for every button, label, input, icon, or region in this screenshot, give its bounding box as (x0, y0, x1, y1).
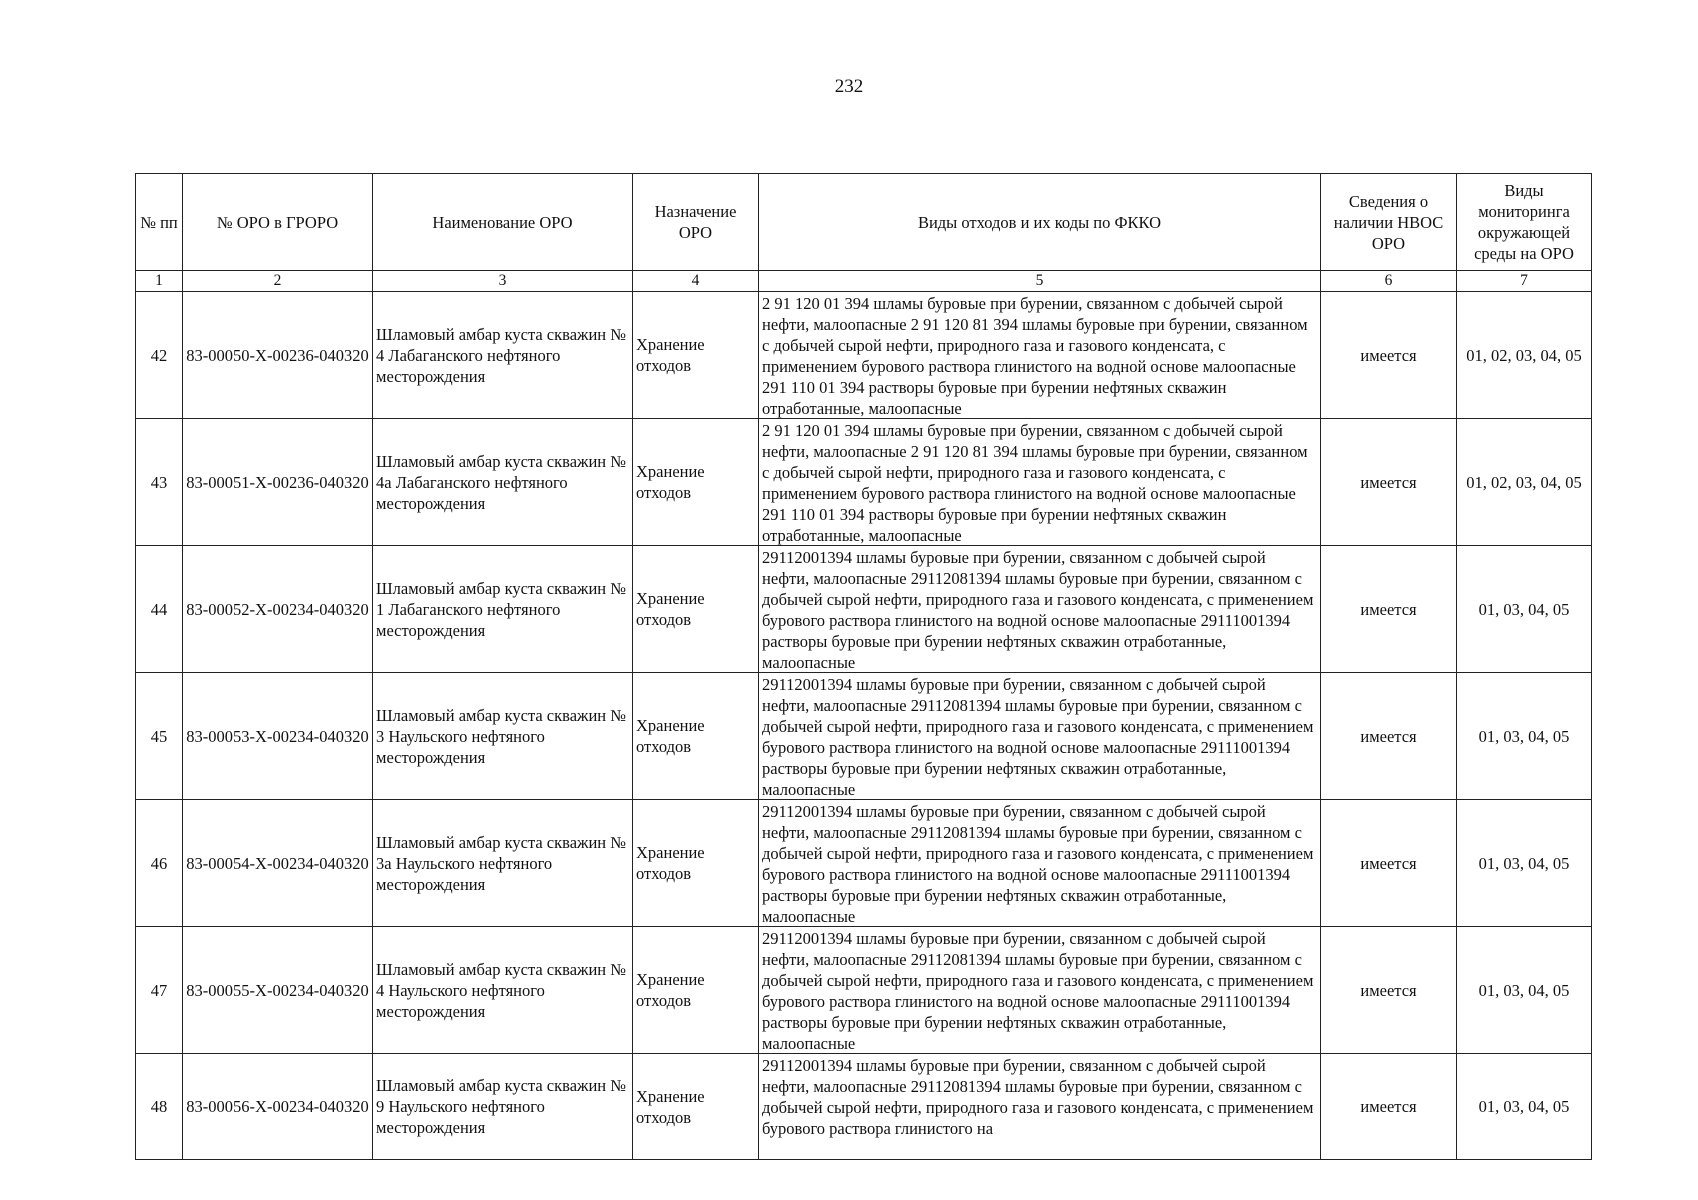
waste-types-cell (759, 546, 1321, 673)
facility-purpose: Хранение отходов (633, 800, 759, 927)
row-number: 42 (136, 292, 183, 419)
monitoring-types: 01, 03, 04, 05 (1457, 546, 1592, 673)
nvos-status: имеется (1321, 419, 1457, 546)
row-number: 45 (136, 673, 183, 800)
nvos-status: имеется (1321, 673, 1457, 800)
header-name: Наименование ОРО (373, 174, 633, 271)
waste-types-cell (759, 292, 1321, 419)
column-number: 1 (136, 271, 183, 292)
facility-purpose: Хранение отходов (633, 419, 759, 546)
column-number-row (136, 271, 1592, 292)
monitoring-types: 01, 03, 04, 05 (1457, 1054, 1592, 1160)
table-row (136, 419, 1592, 546)
column-number: 3 (373, 271, 633, 292)
column-number: 4 (633, 271, 759, 292)
waste-types-cell (759, 927, 1321, 1054)
nvos-status: имеется (1321, 800, 1457, 927)
waste-types-cell (759, 419, 1321, 546)
row-number: 43 (136, 419, 183, 546)
facility-name: Шламовый амбар куста скважин № 4 Лабаганского нефтяного месторождения (373, 292, 633, 419)
nvos-status: имеется (1321, 1054, 1457, 1160)
waste-types: 29112001394 шламы буровые при бурении, связанном с добычей сырой нефти, малоопасные 29112081394 шламы буровые при бурении, связанном с добычей сырой нефти, природного газа и газового конденсата, с применением бурового раствора глинистого на (762, 1055, 1314, 1138)
waste-types: 29112001394 шламы буровые при бурении, связанном с добычей сырой нефти, малоопасные 29112081394 шламы буровые при бурении, связанном с добычей сырой нефти, природного газа и газового конденсата, с применением бурового раствора глинистого на водной основе малоопасные 29111001394 растворы буровые при бурении нефтяных скважин отработанные, малоопасные (762, 928, 1314, 1053)
waste-types-cell (759, 800, 1321, 927)
waste-facilities-table (135, 173, 1592, 1160)
nvos-status: имеется (1321, 927, 1457, 1054)
waste-types: 29112001394 шламы буровые при бурении, связанном с добычей сырой нефти, малоопасные 29112081394 шламы буровые при бурении, связанном с добычей сырой нефти, природного газа и газового конденсата, с применением бурового раствора глинистого на водной основе малоопасные 29111001394 растворы буровые при бурении нефтяных скважин отработанные, малоопасные (762, 547, 1314, 672)
nvos-status: имеется (1321, 546, 1457, 673)
column-number: 6 (1321, 271, 1457, 292)
facility-code: 83-00055-Х-00234-040320 (183, 927, 373, 1054)
facility-code: 83-00050-Х-00236-040320 (183, 292, 373, 419)
monitoring-types: 01, 03, 04, 05 (1457, 673, 1592, 800)
facility-purpose: Хранение отходов (633, 1054, 759, 1160)
header-monitoring: Виды мониторинга окружающей среды на ОРО (1457, 174, 1592, 271)
waste-types-cell (759, 1054, 1321, 1160)
facility-name: Шламовый амбар куста скважин № 9 Наульского нефтяного месторождения (373, 1054, 633, 1160)
facility-code: 83-00051-Х-00236-040320 (183, 419, 373, 546)
facility-name: Шламовый амбар куста скважин № 1 Лабаганского нефтяного месторождения (373, 546, 633, 673)
table-row (136, 927, 1592, 1054)
facility-purpose: Хранение отходов (633, 927, 759, 1054)
facility-name: Шламовый амбар куста скважин № 3 Наульского нефтяного месторождения (373, 673, 633, 800)
row-number: 48 (136, 1054, 183, 1160)
facility-purpose: Хранение отходов (633, 292, 759, 419)
page-number: 232 (834, 76, 864, 97)
monitoring-types: 01, 02, 03, 04, 05 (1457, 292, 1592, 419)
facility-code: 83-00054-Х-00234-040320 (183, 800, 373, 927)
table-row (136, 546, 1592, 673)
waste-types: 29112001394 шламы буровые при бурении, связанном с добычей сырой нефти, малоопасные 29112081394 шламы буровые при бурении, связанном с добычей сырой нефти, природного газа и газового конденсата, с применением бурового раствора глинистого на водной основе малоопасные 29111001394 растворы буровые при бурении нефтяных скважин отработанные, малоопасные (762, 801, 1314, 926)
column-number: 7 (1457, 271, 1592, 292)
facility-name: Шламовый амбар куста скважин № 3а Наульского нефтяного месторождения (373, 800, 633, 927)
table-row (136, 673, 1592, 800)
header-row (136, 174, 1592, 271)
column-number: 2 (183, 271, 373, 292)
facility-code: 83-00052-Х-00234-040320 (183, 546, 373, 673)
header-num: № пп (136, 174, 183, 271)
header-purpose: Назначение ОРО (633, 174, 759, 271)
header-nvos: Сведения о наличии НВОС ОРО (1321, 174, 1457, 271)
facility-code: 83-00053-Х-00234-040320 (183, 673, 373, 800)
row-number: 47 (136, 927, 183, 1054)
monitoring-types: 01, 02, 03, 04, 05 (1457, 419, 1592, 546)
column-number: 5 (759, 271, 1321, 292)
header-code: № ОРО в ГРОРО (183, 174, 373, 271)
facility-purpose: Хранение отходов (633, 546, 759, 673)
waste-types: 2 91 120 01 394 шламы буровые при бурении, связанном с добычей сырой нефти, малоопасные 2 91 120 81 394 шламы буровые при бурении, связанном с добычей сырой нефти, природного газа и газового конденсата, с применением бурового раствора глинистого на водной основе малоопасные 291 110 01 394 растворы буровые при бурении нефтяных скважин отработанные, малоопасные (762, 420, 1308, 545)
monitoring-types: 01, 03, 04, 05 (1457, 927, 1592, 1054)
waste-types: 2 91 120 01 394 шламы буровые при бурении, связанном с добычей сырой нефти, малоопасные 2 91 120 81 394 шламы буровые при бурении, связанном с добычей сырой нефти, природного газа и газового конденсата, с применением бурового раствора глинистого на водной основе малоопасные 291 110 01 394 растворы буровые при бурении нефтяных скважин отработанные, малоопасные (762, 293, 1308, 418)
row-number: 46 (136, 800, 183, 927)
facility-name: Шламовый амбар куста скважин № 4 Наульского нефтяного месторождения (373, 927, 633, 1054)
facility-code: 83-00056-Х-00234-040320 (183, 1054, 373, 1160)
row-number: 44 (136, 546, 183, 673)
header-waste-types: Виды отходов и их коды по ФККО (759, 174, 1321, 271)
table-row (136, 800, 1592, 927)
table-row (136, 1054, 1592, 1160)
nvos-status: имеется (1321, 292, 1457, 419)
monitoring-types: 01, 03, 04, 05 (1457, 800, 1592, 927)
facility-name: Шламовый амбар куста скважин № 4а Лабаганского нефтяного месторождения (373, 419, 633, 546)
facility-purpose: Хранение отходов (633, 673, 759, 800)
waste-types: 29112001394 шламы буровые при бурении, связанном с добычей сырой нефти, малоопасные 29112081394 шламы буровые при бурении, связанном с добычей сырой нефти, природного газа и газового конденсата, с применением бурового раствора глинистого на водной основе малоопасные 29111001394 растворы буровые при бурении нефтяных скважин отработанные, малоопасные (762, 674, 1314, 799)
waste-types-cell (759, 673, 1321, 800)
table-row (136, 292, 1592, 419)
